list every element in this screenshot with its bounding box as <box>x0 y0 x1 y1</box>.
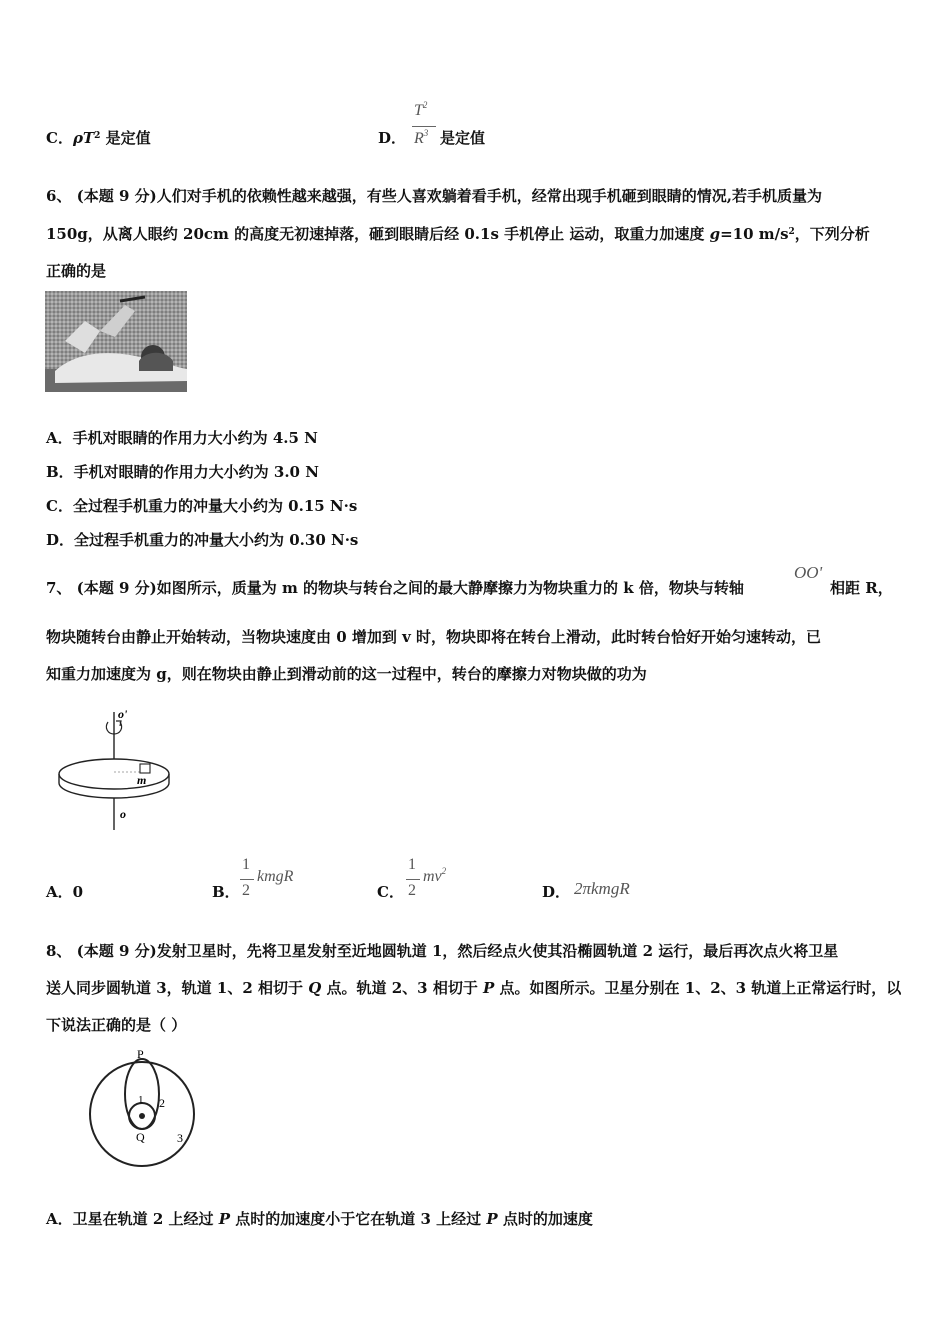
q7-axis-symbol: OO' <box>794 563 823 582</box>
q7-label-o: o <box>120 807 126 821</box>
q7-stem-line1a: 7、 (本题 9 分)如图所示，质量为 m 的物块与转台之间的最大静摩擦力为物块重力的 k 倍，物块与转轴 <box>46 579 744 597</box>
q7-option-a: A．0 <box>46 883 84 901</box>
q5-option-d-tail: 是定值 <box>440 129 486 147</box>
q8-stem-line2: 送人同步圆轨道 3，轨道 1、2 相切于 Q 点。轨道 2、3 相切于 P 点。如图所示。卫星分别在 1、2、3 轨道上正常运行时，以 <box>46 979 902 997</box>
q7-option-d-label: D． <box>542 883 571 901</box>
q7-stem-line2: 物块随转台由静止开始转动，当物块速度由 0 增加到 v 时，物块即将在转台上滑动，此时转台恰好开始匀速转动，已 <box>46 628 822 646</box>
q8-label-orbit1: 1 <box>138 1094 144 1106</box>
q7-option-b-expr: 1 2 kmgR <box>242 856 294 899</box>
q8-label-p: P <box>137 1047 144 1061</box>
q8-label-orbit3: 3 <box>177 1131 183 1145</box>
q8-label-orbit2: 2 <box>159 1096 165 1110</box>
q8-orbit-diagram <box>84 1044 200 1172</box>
q6-photo-person-lying-with-phone <box>45 291 187 392</box>
q7-label-o-prime: o' <box>118 707 128 721</box>
q6-option-d: D．全过程手机重力的冲量大小约为 0.30 N·s <box>46 531 359 549</box>
q7-stem-line1b: 相距 R， <box>830 579 893 597</box>
q7-option-d-expr: 2πkmgR <box>574 879 630 898</box>
q6-stem-line1: 6、 (本题 9 分)人们对手机的依赖性越来越强，有些人喜欢躺着看手机，经常出现手机砸到眼睛的情况,若手机质量为 <box>46 187 822 205</box>
q6-stem-line2: 150g，从离人眼约 20cm 的高度无初速掉落，砸到眼睛后经 0.1s 手机停止 运动，取重力加速度 g=10 $m/s^2$，下列分析 <box>46 225 870 243</box>
q7-stem-line3: 知重力加速度为 g，则在物块由静止到滑动前的这一过程中，转台的摩擦力对物块做的功为 <box>46 665 647 683</box>
q6-stem-line3: 正确的是 <box>46 262 107 280</box>
q7-option-c-label: C． <box>377 883 404 901</box>
q8-label-q: Q <box>136 1130 145 1144</box>
q5-option-d-label: D． <box>378 129 407 147</box>
q5-option-c: C．$\rho T^2$ 是定值 <box>46 129 151 147</box>
q7-turntable-diagram <box>54 704 178 834</box>
q8-option-a: A．卫星在轨道 2 上经过 P 点时的加速度小于它在轨道 3 上经过 P 点时的加速度 <box>46 1210 593 1228</box>
q8-stem-line1: 8、 (本题 9 分)发射卫星时，先将卫星发射至近地圆轨道 1，然后经点火使其沿椭圆轨道 2 运行，最后再次点火将卫星 <box>46 942 839 960</box>
q6-option-a: A．手机对眼睛的作用力大小约为 4.5 N <box>46 429 318 447</box>
q5-option-d-fraction: $T^2$ $R^3$ <box>410 100 440 150</box>
q7-label-m: m <box>137 773 147 787</box>
q6-option-b: B．手机对眼睛的作用力大小约为 3.0 N <box>46 463 319 481</box>
q8-stem-line3: 下说法正确的是（ ） <box>46 1016 187 1034</box>
q7-option-c-expr: 1 2 $mv^2$ <box>408 856 447 899</box>
q7-option-b-label: B． <box>212 883 240 901</box>
q6-option-c: C．全过程手机重力的冲量大小约为 0.15 N·s <box>46 497 358 515</box>
